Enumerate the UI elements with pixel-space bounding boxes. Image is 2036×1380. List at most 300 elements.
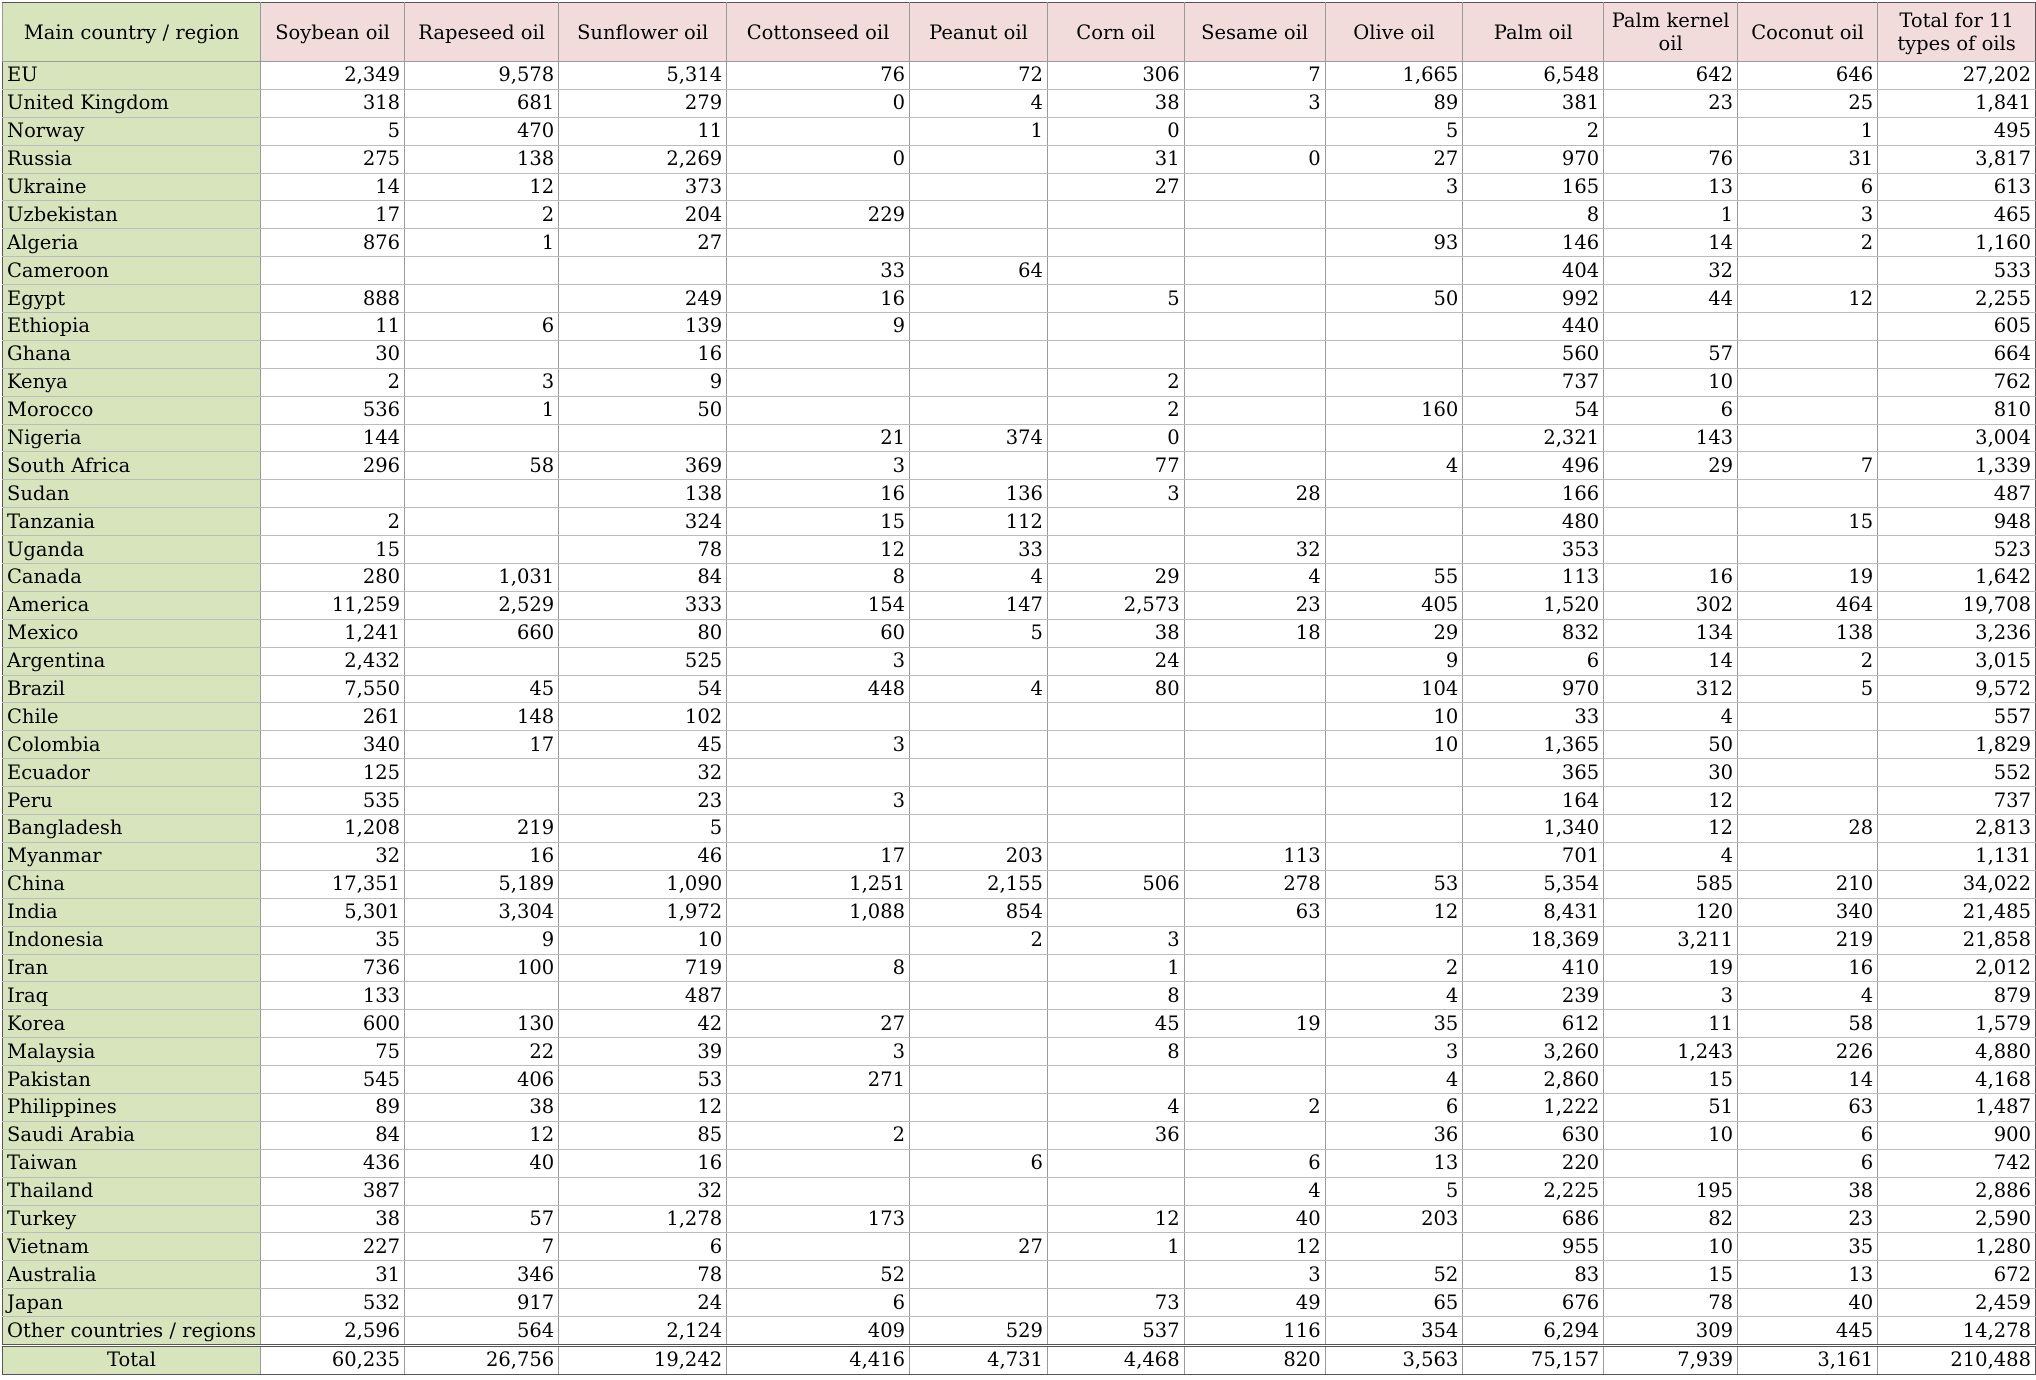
value-cell bbox=[910, 731, 1048, 759]
value-cell: 5 bbox=[1325, 1177, 1463, 1205]
value-cell: 5 bbox=[261, 117, 405, 145]
value-cell: 28 bbox=[1184, 480, 1325, 508]
value-cell: 22 bbox=[405, 1038, 559, 1066]
value-cell bbox=[1325, 201, 1463, 229]
value-cell bbox=[1184, 815, 1325, 843]
value-cell: 630 bbox=[1463, 1121, 1604, 1149]
table-row bbox=[3, 117, 2036, 145]
value-cell bbox=[727, 982, 910, 1010]
value-cell: 57 bbox=[405, 1205, 559, 1233]
value-cell bbox=[1184, 508, 1325, 536]
value-cell: 24 bbox=[559, 1289, 727, 1317]
table-row bbox=[3, 1177, 2036, 1205]
value-cell: 1,208 bbox=[261, 815, 405, 843]
value-cell: 173 bbox=[727, 1205, 910, 1233]
value-cell: 992 bbox=[1463, 285, 1604, 313]
value-cell: 410 bbox=[1463, 954, 1604, 982]
value-cell bbox=[1738, 313, 1878, 341]
value-cell: 75 bbox=[261, 1038, 405, 1066]
column-header: Total for 11 types of oils bbox=[1878, 3, 2036, 62]
column-header: Rapeseed oil bbox=[405, 3, 559, 62]
value-cell: 306 bbox=[1047, 62, 1184, 90]
value-cell: 14,278 bbox=[1878, 1317, 2036, 1346]
value-cell: 76 bbox=[727, 62, 910, 90]
value-cell: 75,157 bbox=[1463, 1345, 1604, 1374]
value-cell bbox=[1325, 536, 1463, 564]
value-cell: 10 bbox=[1604, 368, 1738, 396]
value-cell: 52 bbox=[1325, 1261, 1463, 1289]
value-cell: 35 bbox=[1325, 1010, 1463, 1038]
value-cell bbox=[1184, 1121, 1325, 1149]
country-cell: Pakistan bbox=[3, 1066, 261, 1094]
table-row bbox=[3, 926, 2036, 954]
value-cell: 470 bbox=[405, 117, 559, 145]
value-cell: 83 bbox=[1463, 1261, 1604, 1289]
country-cell: Canada bbox=[3, 564, 261, 592]
country-cell: Tanzania bbox=[3, 508, 261, 536]
value-cell: 10 bbox=[1325, 703, 1463, 731]
table-row bbox=[3, 285, 2036, 313]
value-cell bbox=[1184, 173, 1325, 201]
value-cell: 2 bbox=[261, 368, 405, 396]
value-cell: 113 bbox=[1184, 842, 1325, 870]
value-cell: 23 bbox=[559, 787, 727, 815]
country-cell: Taiwan bbox=[3, 1149, 261, 1177]
value-cell: 2,012 bbox=[1878, 954, 2036, 982]
value-cell: 32 bbox=[1184, 536, 1325, 564]
value-cell: 2,124 bbox=[559, 1317, 727, 1346]
value-cell: 13 bbox=[1738, 1261, 1878, 1289]
value-cell: 55 bbox=[1325, 564, 1463, 592]
value-cell: 1,131 bbox=[1878, 842, 2036, 870]
table-row bbox=[3, 898, 2036, 926]
value-cell: 7,939 bbox=[1604, 1345, 1738, 1374]
value-cell: 10 bbox=[1604, 1121, 1738, 1149]
table-row bbox=[3, 368, 2036, 396]
value-cell: 27 bbox=[727, 1010, 910, 1038]
value-cell: 2 bbox=[910, 926, 1048, 954]
value-cell: 120 bbox=[1604, 898, 1738, 926]
value-cell: 646 bbox=[1738, 62, 1878, 90]
value-cell: 2,321 bbox=[1463, 424, 1604, 452]
value-cell bbox=[405, 508, 559, 536]
table-row bbox=[3, 564, 2036, 592]
value-cell: 3 bbox=[727, 787, 910, 815]
table-row bbox=[3, 173, 2036, 201]
value-cell: 51 bbox=[1604, 1093, 1738, 1121]
table-row bbox=[3, 1121, 2036, 1149]
country-cell: Peru bbox=[3, 787, 261, 815]
value-cell: 2,573 bbox=[1047, 591, 1184, 619]
value-cell bbox=[910, 229, 1048, 257]
value-cell bbox=[1325, 313, 1463, 341]
country-cell: South Africa bbox=[3, 452, 261, 480]
value-cell: 143 bbox=[1604, 424, 1738, 452]
value-cell: 148 bbox=[405, 703, 559, 731]
value-cell: 1,339 bbox=[1878, 452, 2036, 480]
value-cell: 309 bbox=[1604, 1317, 1738, 1346]
value-cell: 2 bbox=[1738, 647, 1878, 675]
header-row bbox=[3, 3, 2036, 62]
value-cell: 3 bbox=[1738, 201, 1878, 229]
value-cell bbox=[910, 787, 1048, 815]
value-cell: 32 bbox=[1604, 257, 1738, 285]
value-cell bbox=[1738, 536, 1878, 564]
value-cell: 4 bbox=[1184, 564, 1325, 592]
value-cell: 33 bbox=[727, 257, 910, 285]
country-cell: Indonesia bbox=[3, 926, 261, 954]
value-cell: 7 bbox=[1184, 62, 1325, 90]
value-cell: 970 bbox=[1463, 145, 1604, 173]
column-header: Peanut oil bbox=[910, 3, 1048, 62]
table-row bbox=[3, 1289, 2036, 1317]
country-cell: Argentina bbox=[3, 647, 261, 675]
value-cell: 275 bbox=[261, 145, 405, 173]
value-cell: 29 bbox=[1325, 619, 1463, 647]
value-cell: 93 bbox=[1325, 229, 1463, 257]
value-cell: 676 bbox=[1463, 1289, 1604, 1317]
value-cell bbox=[1184, 787, 1325, 815]
country-cell: United Kingdom bbox=[3, 89, 261, 117]
table-row bbox=[3, 1205, 2036, 1233]
value-cell: 33 bbox=[910, 536, 1048, 564]
value-cell bbox=[1047, 229, 1184, 257]
value-cell: 3,211 bbox=[1604, 926, 1738, 954]
value-cell bbox=[1184, 340, 1325, 368]
value-cell: 50 bbox=[1604, 731, 1738, 759]
value-cell bbox=[1184, 117, 1325, 145]
value-cell: 229 bbox=[727, 201, 910, 229]
value-cell: 1,972 bbox=[559, 898, 727, 926]
value-cell: 89 bbox=[1325, 89, 1463, 117]
country-cell: Algeria bbox=[3, 229, 261, 257]
value-cell bbox=[1047, 842, 1184, 870]
value-cell bbox=[727, 926, 910, 954]
value-cell: 2,886 bbox=[1878, 1177, 2036, 1205]
value-cell bbox=[910, 815, 1048, 843]
value-cell bbox=[1184, 313, 1325, 341]
value-cell bbox=[405, 340, 559, 368]
value-cell: 146 bbox=[1463, 229, 1604, 257]
value-cell: 49 bbox=[1184, 1289, 1325, 1317]
total-row bbox=[3, 1345, 2036, 1374]
value-cell: 1,251 bbox=[727, 870, 910, 898]
value-cell: 32 bbox=[559, 759, 727, 787]
value-cell bbox=[1325, 1233, 1463, 1261]
value-cell: 12 bbox=[405, 1121, 559, 1149]
value-cell: 195 bbox=[1604, 1177, 1738, 1205]
value-cell: 742 bbox=[1878, 1149, 2036, 1177]
value-cell: 42 bbox=[559, 1010, 727, 1038]
value-cell: 154 bbox=[727, 591, 910, 619]
country-cell: Iran bbox=[3, 954, 261, 982]
value-cell: 374 bbox=[910, 424, 1048, 452]
value-cell: 660 bbox=[405, 619, 559, 647]
value-cell: 1,280 bbox=[1878, 1233, 2036, 1261]
value-cell: 3,304 bbox=[405, 898, 559, 926]
value-cell: 9,572 bbox=[1878, 675, 2036, 703]
value-cell: 73 bbox=[1047, 1289, 1184, 1317]
value-cell: 15 bbox=[1604, 1066, 1738, 1094]
value-cell: 737 bbox=[1878, 787, 2036, 815]
value-cell: 6 bbox=[727, 1289, 910, 1317]
value-cell: 15 bbox=[261, 536, 405, 564]
value-cell bbox=[1184, 396, 1325, 424]
value-cell: 612 bbox=[1463, 1010, 1604, 1038]
value-cell: 1 bbox=[1738, 117, 1878, 145]
value-cell bbox=[910, 145, 1048, 173]
value-cell: 35 bbox=[261, 926, 405, 954]
value-cell bbox=[559, 424, 727, 452]
value-cell bbox=[405, 285, 559, 313]
value-cell: 296 bbox=[261, 452, 405, 480]
value-cell: 27 bbox=[910, 1233, 1048, 1261]
country-cell: Egypt bbox=[3, 285, 261, 313]
value-cell: 80 bbox=[1047, 675, 1184, 703]
value-cell: 23 bbox=[1184, 591, 1325, 619]
value-cell bbox=[910, 285, 1048, 313]
value-cell bbox=[1047, 1066, 1184, 1094]
value-cell: 279 bbox=[559, 89, 727, 117]
value-cell: 5,189 bbox=[405, 870, 559, 898]
value-cell bbox=[910, 1066, 1048, 1094]
column-header: Soybean oil bbox=[261, 3, 405, 62]
country-cell: Bangladesh bbox=[3, 815, 261, 843]
value-cell: 1 bbox=[1047, 954, 1184, 982]
value-cell: 144 bbox=[261, 424, 405, 452]
value-cell: 136 bbox=[910, 480, 1048, 508]
value-cell: 160 bbox=[1325, 396, 1463, 424]
value-cell: 25 bbox=[1738, 89, 1878, 117]
value-cell: 147 bbox=[910, 591, 1048, 619]
value-cell: 832 bbox=[1463, 619, 1604, 647]
value-cell: 810 bbox=[1878, 396, 2036, 424]
value-cell: 820 bbox=[1184, 1345, 1325, 1374]
value-cell: 113 bbox=[1463, 564, 1604, 592]
value-cell: 4 bbox=[910, 89, 1048, 117]
table-row bbox=[3, 731, 2036, 759]
value-cell bbox=[1738, 787, 1878, 815]
value-cell: 405 bbox=[1325, 591, 1463, 619]
value-cell: 31 bbox=[1738, 145, 1878, 173]
value-cell bbox=[910, 703, 1048, 731]
value-cell: 701 bbox=[1463, 842, 1604, 870]
value-cell: 15 bbox=[1738, 508, 1878, 536]
value-cell: 876 bbox=[261, 229, 405, 257]
country-cell: Uganda bbox=[3, 536, 261, 564]
value-cell bbox=[910, 201, 1048, 229]
value-cell: 8,431 bbox=[1463, 898, 1604, 926]
country-cell: Nigeria bbox=[3, 424, 261, 452]
value-cell: 879 bbox=[1878, 982, 2036, 1010]
value-cell bbox=[910, 368, 1048, 396]
value-cell: 3,563 bbox=[1325, 1345, 1463, 1374]
table-row bbox=[3, 703, 2036, 731]
value-cell: 2 bbox=[1738, 229, 1878, 257]
value-cell: 78 bbox=[559, 1261, 727, 1289]
country-cell: Philippines bbox=[3, 1093, 261, 1121]
value-cell: 60 bbox=[727, 619, 910, 647]
country-cell: Russia bbox=[3, 145, 261, 173]
value-cell: 40 bbox=[405, 1149, 559, 1177]
country-cell: Ghana bbox=[3, 340, 261, 368]
country-cell: Korea bbox=[3, 1010, 261, 1038]
value-cell: 10 bbox=[1604, 1233, 1738, 1261]
value-cell: 3,004 bbox=[1878, 424, 2036, 452]
value-cell: 12 bbox=[559, 1093, 727, 1121]
value-cell: 17,351 bbox=[261, 870, 405, 898]
value-cell bbox=[1047, 815, 1184, 843]
value-cell bbox=[1325, 926, 1463, 954]
value-cell: 6 bbox=[559, 1233, 727, 1261]
value-cell: 80 bbox=[559, 619, 727, 647]
value-cell bbox=[405, 480, 559, 508]
country-cell: Colombia bbox=[3, 731, 261, 759]
value-cell: 23 bbox=[1604, 89, 1738, 117]
value-cell: 58 bbox=[1738, 1010, 1878, 1038]
value-cell: 3 bbox=[1325, 173, 1463, 201]
value-cell bbox=[1184, 1038, 1325, 1066]
value-cell: 112 bbox=[910, 508, 1048, 536]
value-cell: 139 bbox=[559, 313, 727, 341]
value-cell bbox=[727, 1093, 910, 1121]
oil-table bbox=[2, 2, 2036, 1375]
value-cell bbox=[1325, 787, 1463, 815]
value-cell: 3 bbox=[1325, 1038, 1463, 1066]
value-cell: 13 bbox=[1325, 1149, 1463, 1177]
value-cell bbox=[727, 759, 910, 787]
value-cell: 50 bbox=[559, 396, 727, 424]
value-cell: 302 bbox=[1604, 591, 1738, 619]
value-cell: 45 bbox=[559, 731, 727, 759]
value-cell: 1 bbox=[1047, 1233, 1184, 1261]
value-cell: 40 bbox=[1184, 1205, 1325, 1233]
value-cell: 165 bbox=[1463, 173, 1604, 201]
value-cell bbox=[1184, 926, 1325, 954]
value-cell bbox=[1184, 954, 1325, 982]
value-cell bbox=[1604, 480, 1738, 508]
value-cell: 164 bbox=[1463, 787, 1604, 815]
value-cell: 340 bbox=[1738, 898, 1878, 926]
value-cell bbox=[1184, 201, 1325, 229]
value-cell: 353 bbox=[1463, 536, 1604, 564]
column-header: Sesame oil bbox=[1184, 3, 1325, 62]
country-cell: America bbox=[3, 591, 261, 619]
value-cell bbox=[405, 647, 559, 675]
value-cell: 535 bbox=[261, 787, 405, 815]
value-cell: 3 bbox=[405, 368, 559, 396]
value-cell bbox=[1184, 424, 1325, 452]
value-cell: 271 bbox=[727, 1066, 910, 1094]
value-cell: 50 bbox=[1325, 285, 1463, 313]
value-cell: 12 bbox=[1604, 787, 1738, 815]
value-cell bbox=[1184, 285, 1325, 313]
value-cell: 465 bbox=[1878, 201, 2036, 229]
value-cell: 312 bbox=[1604, 675, 1738, 703]
value-cell: 280 bbox=[261, 564, 405, 592]
value-cell: 4,468 bbox=[1047, 1345, 1184, 1374]
value-cell: 210,488 bbox=[1878, 1345, 2036, 1374]
value-cell: 1,841 bbox=[1878, 89, 2036, 117]
value-cell: 8 bbox=[1047, 982, 1184, 1010]
value-cell: 58 bbox=[405, 452, 559, 480]
value-cell bbox=[910, 340, 1048, 368]
value-cell: 1,243 bbox=[1604, 1038, 1738, 1066]
value-cell: 125 bbox=[261, 759, 405, 787]
value-cell: 736 bbox=[261, 954, 405, 982]
column-header: Palm kernel oil bbox=[1604, 3, 1738, 62]
value-cell: 16 bbox=[405, 842, 559, 870]
value-cell: 381 bbox=[1463, 89, 1604, 117]
value-cell: 373 bbox=[559, 173, 727, 201]
value-cell: 12 bbox=[1184, 1233, 1325, 1261]
value-cell: 970 bbox=[1463, 675, 1604, 703]
value-cell: 3 bbox=[1047, 480, 1184, 508]
value-cell: 21,485 bbox=[1878, 898, 2036, 926]
value-cell: 7,550 bbox=[261, 675, 405, 703]
table-row bbox=[3, 591, 2036, 619]
value-cell bbox=[910, 1010, 1048, 1038]
value-cell bbox=[1047, 201, 1184, 229]
value-cell: 948 bbox=[1878, 508, 2036, 536]
value-cell: 16 bbox=[559, 1149, 727, 1177]
value-cell: 2 bbox=[1325, 954, 1463, 982]
value-cell: 2 bbox=[1047, 368, 1184, 396]
value-cell: 1,365 bbox=[1463, 731, 1604, 759]
value-cell: 60,235 bbox=[261, 1345, 405, 1374]
value-cell: 8 bbox=[727, 564, 910, 592]
value-cell bbox=[1738, 759, 1878, 787]
value-cell bbox=[910, 1205, 1048, 1233]
table-row bbox=[3, 340, 2036, 368]
value-cell: 532 bbox=[261, 1289, 405, 1317]
table-row bbox=[3, 62, 2036, 90]
value-cell: 1 bbox=[405, 396, 559, 424]
value-cell: 537 bbox=[1047, 1317, 1184, 1346]
value-cell: 18,369 bbox=[1463, 926, 1604, 954]
value-cell: 2,255 bbox=[1878, 285, 2036, 313]
value-cell bbox=[1184, 982, 1325, 1010]
value-cell: 3 bbox=[727, 647, 910, 675]
value-cell bbox=[1184, 703, 1325, 731]
table-row bbox=[3, 1261, 2036, 1289]
value-cell: 2 bbox=[405, 201, 559, 229]
value-cell: 8 bbox=[1047, 1038, 1184, 1066]
value-cell bbox=[405, 257, 559, 285]
value-cell: 12 bbox=[727, 536, 910, 564]
value-cell: 545 bbox=[261, 1066, 405, 1094]
value-cell: 203 bbox=[910, 842, 1048, 870]
table-row bbox=[3, 619, 2036, 647]
value-cell: 203 bbox=[1325, 1205, 1463, 1233]
value-cell: 3 bbox=[1184, 1261, 1325, 1289]
table-row bbox=[3, 1317, 2036, 1346]
table-row bbox=[3, 145, 2036, 173]
value-cell: 19,242 bbox=[559, 1345, 727, 1374]
value-cell: 219 bbox=[1738, 926, 1878, 954]
value-cell: 557 bbox=[1878, 703, 2036, 731]
value-cell bbox=[727, 1149, 910, 1177]
value-cell bbox=[1738, 257, 1878, 285]
value-cell: 9 bbox=[405, 926, 559, 954]
column-header: Olive oil bbox=[1325, 3, 1463, 62]
value-cell: 15 bbox=[727, 508, 910, 536]
value-cell: 84 bbox=[261, 1121, 405, 1149]
value-cell: 8 bbox=[1463, 201, 1604, 229]
value-cell: 0 bbox=[727, 145, 910, 173]
value-cell: 15 bbox=[1604, 1261, 1738, 1289]
value-cell bbox=[1325, 424, 1463, 452]
